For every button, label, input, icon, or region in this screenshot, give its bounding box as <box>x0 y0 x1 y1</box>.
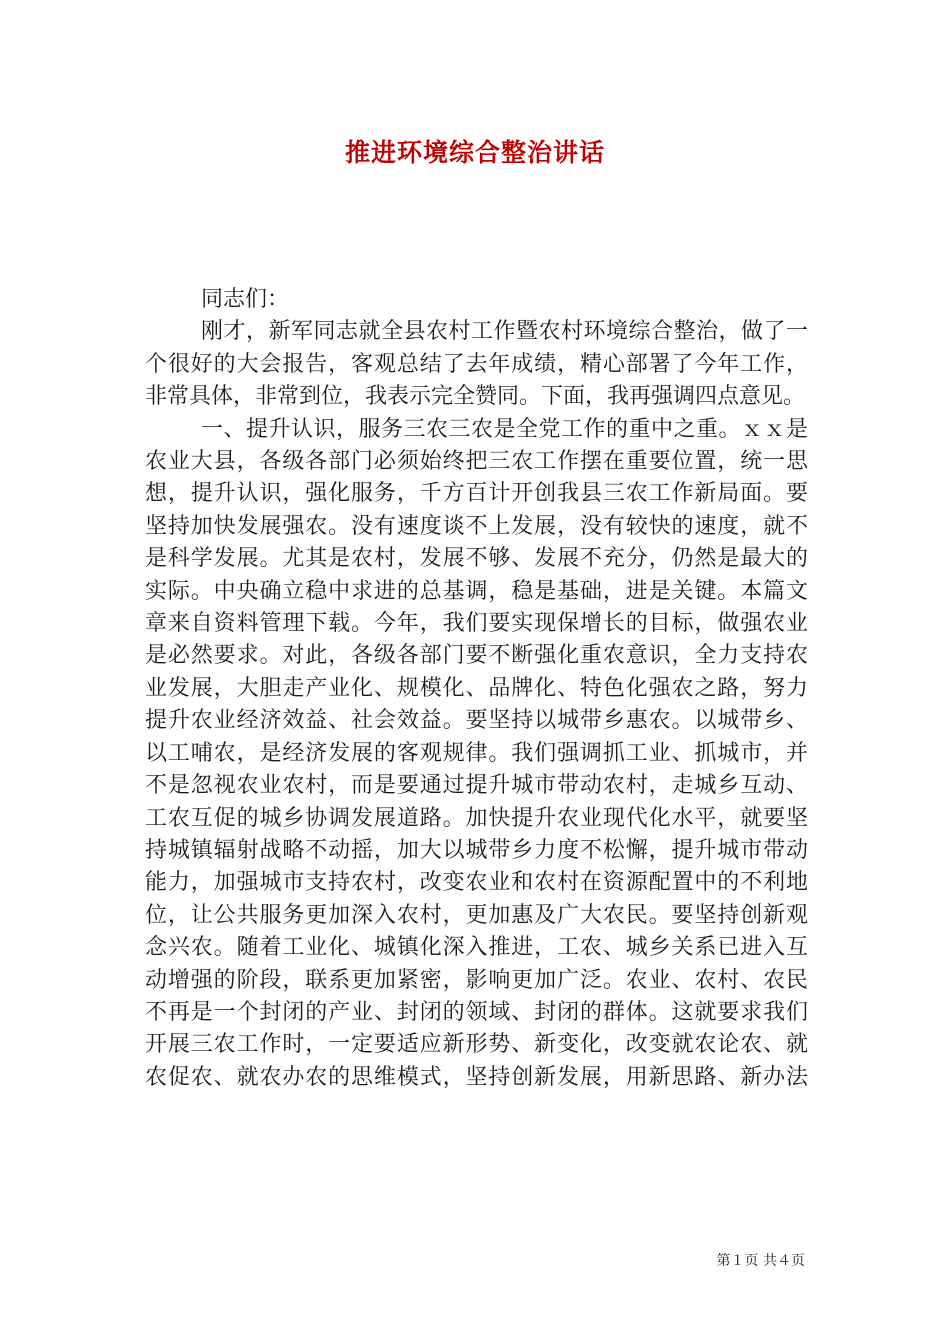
text-line: 个很好的大会报告，客观总结了去年成绩，精心部署了今年工作， <box>145 351 808 377</box>
text-line: 刚才，新军同志就全县农村工作暨农村环境综合整治，做了一 <box>201 319 808 345</box>
text-line: 以工哺农，是经济发展的客观规律。我们强调抓工业、抓城市，并 <box>145 740 808 766</box>
text-line: 想，提升认识，强化服务，千方百计开创我县三农工作新局面。要 <box>145 481 808 507</box>
text-line: 是必然要求。对此，各级各部门要不断强化重农意识，全力支持农 <box>145 643 808 669</box>
text-line: 章来自资料管理下载。今年，我们要实现保增长的目标，做强农业 <box>145 611 808 637</box>
paragraph-2 <box>145 414 808 1095</box>
paragraph-1 <box>145 316 808 413</box>
page-number-footer: 第１页 共４页 <box>716 1253 805 1269</box>
text-line: 业发展，大胆走产业化、规模化、品牌化、特色化强农之路，努力 <box>145 675 808 701</box>
text-line: 农业大县，各级各部门必须始终把三农工作摆在重要位置，统一思 <box>145 449 808 475</box>
text-line: 非常具体，非常到位，我表示完全赞同。下面，我再强调四点意见。 <box>145 384 806 410</box>
text-line: 持城镇辐射战略不动摇，加大以城带乡力度不松懈，提升城市带动 <box>145 837 808 863</box>
text-line: 不是忽视农业农村，而是要通过提升城市带动农村，走城乡互动、 <box>145 773 808 799</box>
text-line: 实际。中央确立稳中求进的总基调，稳是基础，进是关键。本篇文 <box>145 578 808 604</box>
text-line: 不再是一个封闭的产业、封闭的领域、封闭的群体。这就要求我们 <box>145 999 808 1025</box>
text-line: 是科学发展。尤其是农村，发展不够、发展不充分，仍然是最大的 <box>145 546 808 572</box>
text-line: 坚持加快发展强农。没有速度谈不上发展，没有较快的速度，就不 <box>145 513 808 539</box>
salutation: 同志们： <box>201 287 290 312</box>
text-line: 能力，加强城市支持农村，改变农业和农村在资源配置中的不利地 <box>145 870 808 896</box>
text-line: 工农互促的城乡协调发展道路。加快提升农业现代化水平，就要坚 <box>145 805 808 831</box>
document-title: 推进环境综合整治讲话 <box>344 138 605 167</box>
text-line: 开展三农工作时，一定要适应新形势、新变化，改变就农论农、就 <box>145 1032 808 1058</box>
text-line: 提升农业经济效益、社会效益。要坚持以城带乡惠农。以城带乡、 <box>145 708 808 734</box>
text-line: 位，让公共服务更加深入农村，更加惠及广大农民。要坚持创新观 <box>145 902 808 928</box>
document-body <box>145 284 808 1094</box>
text-line: 念兴农。随着工业化、城镇化深入推进，工农、城乡关系已进入互 <box>145 935 808 961</box>
text-line: 动增强的阶段，联系更加紧密，影响更加广泛。农业、农村、农民 <box>145 967 808 993</box>
text-line: 一、提升认识，服务三农三农是全党工作的重中之重。ｘｘ是 <box>201 416 808 442</box>
text-line: 农促农、就农办农的思维模式，坚持创新发展，用新思路、新办法 <box>145 1064 808 1090</box>
